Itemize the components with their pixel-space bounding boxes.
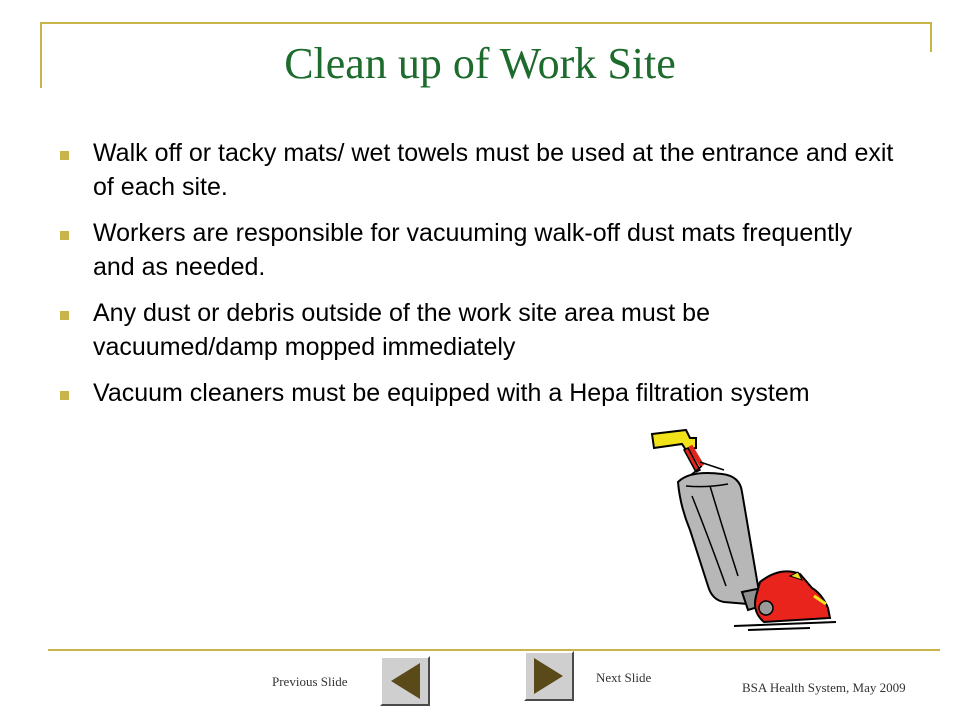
bullet-square-icon [60,151,69,160]
bullet-item [60,216,900,284]
slide-title: Clean up of Work Site [284,39,676,88]
bullet-square-icon [60,311,69,320]
bullet-item [60,296,900,364]
bullet-square-icon [60,391,69,400]
footer-rule [48,649,940,651]
bullet-text: Vacuum cleaners must be equipped with a Hepa filtration system [93,379,810,407]
bullet-square-icon [60,231,69,240]
bullet-item [60,136,900,204]
next-slide-button[interactable] [524,651,574,701]
frame-top-rule [40,22,932,24]
bullet-text: Walk off or tacky mats/ wet towels must be used at the entrance and exit of each site. [93,139,894,201]
bullet-item [60,376,900,410]
previous-slide-button[interactable] [380,656,430,706]
previous-slide-label: Previous Slide [272,674,348,689]
bullet-list [60,136,900,422]
triangle-right-icon [526,653,572,699]
footer-credit: BSA Health System, May 2009 [742,680,906,695]
bullet-text: Any dust or debris outside of the work site area must be vacuumed/damp mopped immediately [93,299,710,361]
next-slide-label: Next Slide [596,670,652,685]
vacuum-cleaner-icon [630,426,852,632]
bullet-text: Workers are responsible for vacuuming walk-off dust mats frequently and as needed. [93,219,853,281]
triangle-left-icon [382,658,428,704]
